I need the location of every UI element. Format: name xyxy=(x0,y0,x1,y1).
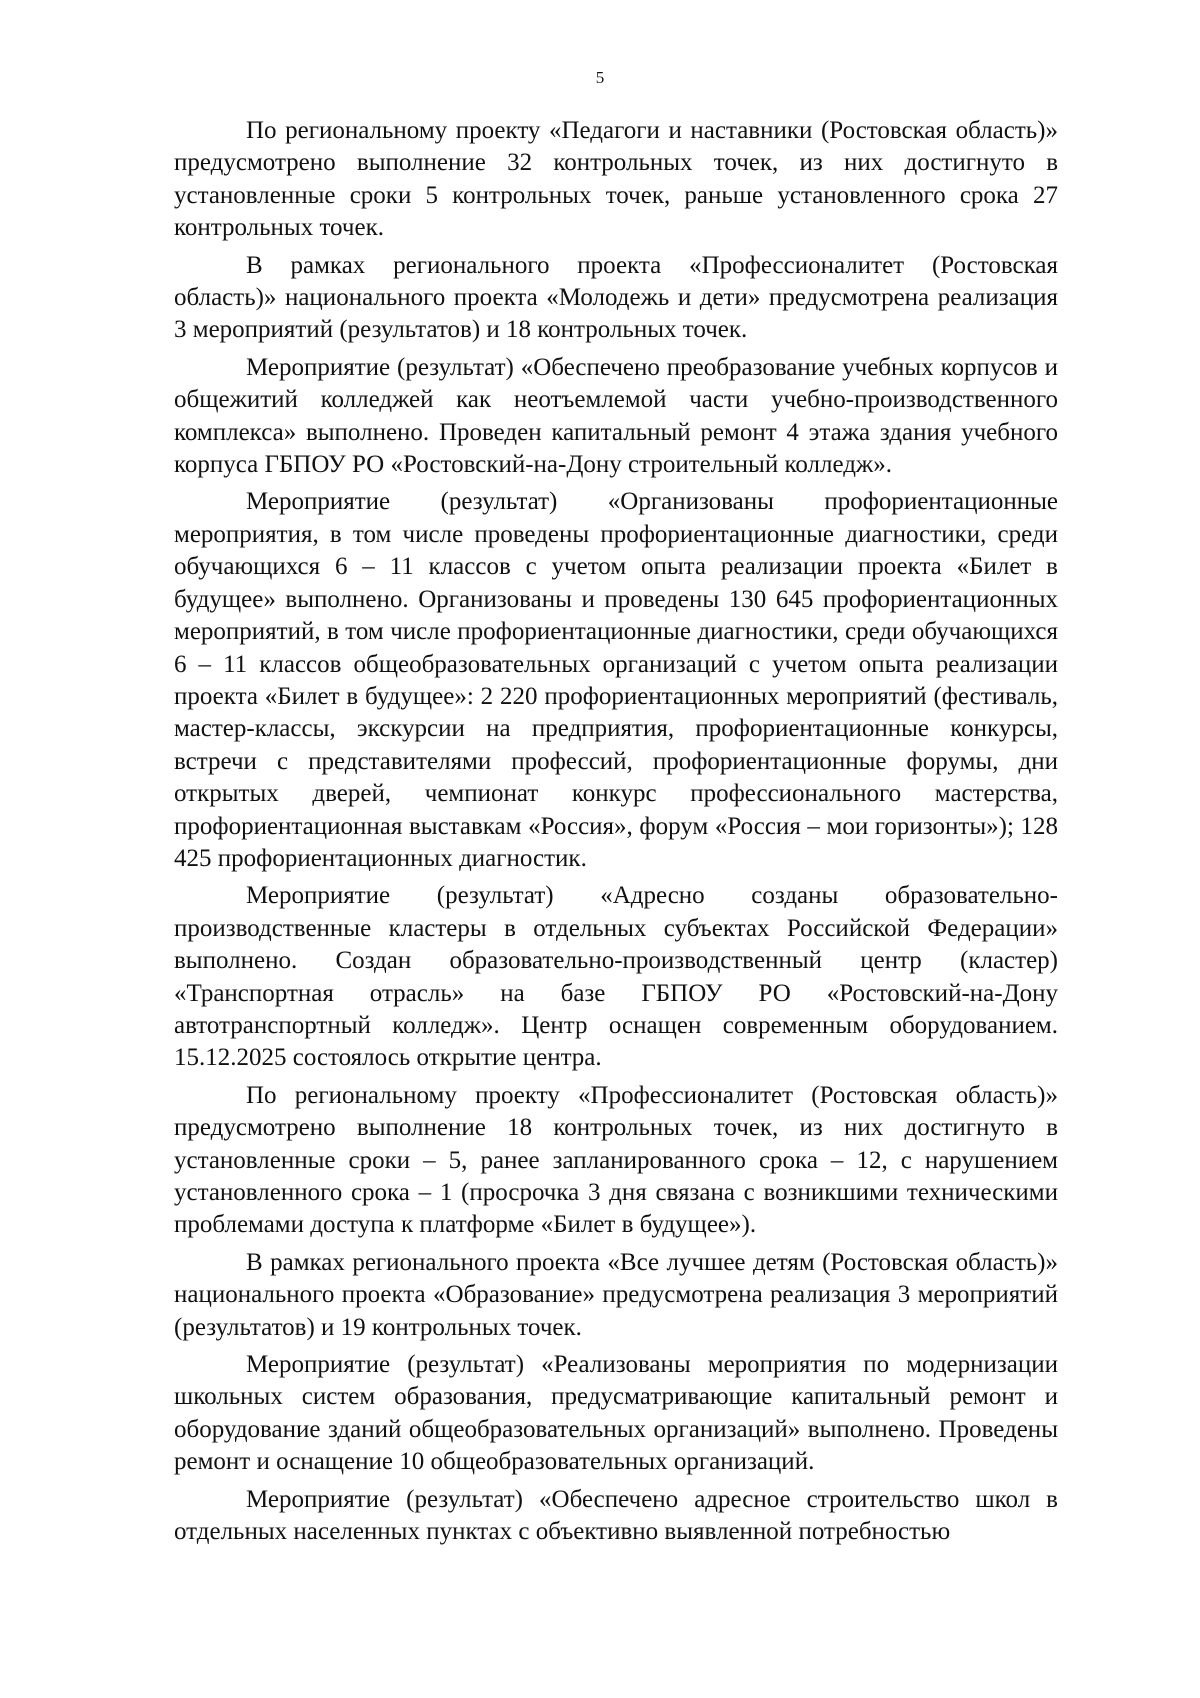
paragraph-career-guidance: Мероприятие (результат) «Организованы профориентационные мероприятия, в том числе проведены профориентационные диагностики, среди обучающихся 6 – 11 классов с учетом опыта реализации проекта «Билет в будущее» выполнено. Организованы и проведены 130 645 профориентационных мероприятий, в том числе профориентационные диагностики, среди обучающихся 6 – 11 классов общеобразовательных организаций с учетом опыта реализации проекта «Билет в будущее»: 2 220 профориентационных мероприятий (фестиваль, мастер-классы, экскурсии на предприятия, профориентационные конкурсы, встречи с представителями профессий, профориентационные форумы, дни открытых дверей, чемпионат конкурс профессионального мастерства, профориентационная выставкам «Россия», форум «Россия – мои горизонты»); 128 425 профориентационных диагностик. xyxy=(174,488,1058,872)
paragraph-school-construction: Мероприятие (результат) «Обеспечено адресное строительство школ в отдельных населенных пунктах с объективно выявленной потребностью xyxy=(174,1485,1058,1546)
paragraph-school-modernization: Мероприятие (результат) «Реализованы мероприятия по модернизации школьных систем образования, предусматривающие капитальный ремонт и оборудование зданий общеобразовательных организаций» выполнено. Проведены ремонт и оснащение 10 общеобразовательных организаций. xyxy=(174,1351,1058,1476)
page-number: 5 xyxy=(595,68,605,87)
paragraph-professionalitet-scope: В рамках регионального проекта «Профессионалитет (Ростовская область)» национального проекта «Молодежь и дети» предусмотрена реализация 3 мероприятий (результатов) и 18 контрольных точек. xyxy=(174,251,1058,344)
document-body xyxy=(174,115,1058,1548)
paragraph-education-clusters: Мероприятие (результат) «Адресно созданы образовательно-производственные кластеры в отдельных субъектах Российской Федерации» выполнено. Создан образовательно-производственный центр (кластер) «Транспортная отрасль» на базе ГБПОУ РО «Ростовский-на-Дону автотранспортный колледж». Центр оснащен современным оборудованием. 15.12.2025 состоялось открытие центра. xyxy=(174,882,1058,1072)
paragraph-professionalitet-checkpoints: По региональному проекту «Профессионалитет (Ростовская область)» предусмотрено выполнение 18 контрольных точек, из них достигнуто в установленные сроки – 5, ранее запланированного срока – 12, с нарушением установленного срока – 1 (просрочка 3 дня связана с возникшими техническими проблемами доступа к платформе «Билет в будущее»). xyxy=(174,1081,1058,1239)
paragraph-best-for-children: В рамках регионального проекта «Все лучшее детям (Ростовская область)» национального проекта «Образование» предусмотрена реализация 3 мероприятий (результатов) и 19 контрольных точек. xyxy=(174,1248,1058,1341)
paragraph-teachers-project: По региональному проекту «Педагоги и наставники (Ростовская область)» предусмотрено выполнение 32 контрольных точек, из них достигнуто в установленные сроки 5 контрольных точек, раньше установленного срока 27 контрольных точек. xyxy=(174,117,1058,242)
paragraph-college-buildings: Мероприятие (результат) «Обеспечено преобразование учебных корпусов и общежитий колледжей как неотъемлемой части учебно-производственного комплекса» выполнено. Проведен капитальный ремонт 4 этажа здания учебного корпуса ГБПОУ РО «Ростовский-на-Дону строительный колледж». xyxy=(174,353,1058,479)
